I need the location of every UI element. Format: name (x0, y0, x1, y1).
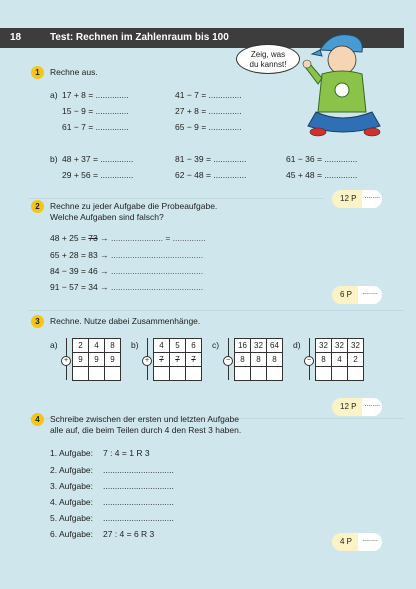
task2-points: 6 P (332, 286, 358, 304)
task1-label-a: a) (50, 90, 58, 100)
task4-row-2[interactable]: 2. Aufgabe: (50, 465, 94, 475)
task3-op-d: − (304, 356, 314, 366)
task-number-3: 3 (31, 315, 44, 328)
task2-instruction-1: Rechne zu jeder Aufgabe die Probeaufgabe. (50, 201, 218, 211)
task4-instruction-2: alle auf, die beim Teilen durch 4 den Rest 3 haben. (50, 425, 242, 435)
page-number: 18 (10, 32, 22, 43)
task3-label-a: a) (50, 340, 58, 350)
task1-a-r1-c2[interactable]: 41 − 7 = .............. (175, 90, 242, 100)
task1-points: 12 P (332, 190, 362, 208)
task3-grid-b: 4 5 6 7 7 7 (153, 338, 202, 381)
task-number-1: 1 (31, 66, 44, 79)
task4-row-4[interactable]: 4. Aufgabe: (50, 497, 94, 507)
task3-label-c: c) (212, 340, 220, 350)
task1-points-badge (332, 190, 382, 208)
task3-grid-c: 16 32 64 8 8 8 (234, 338, 283, 381)
task2-row-2[interactable]: 65 + 28 = 83 → ....................................... (50, 250, 204, 260)
task1-label-b: b) (50, 154, 58, 164)
task3-op-c: − (223, 356, 233, 366)
task1-a-r3-c1[interactable]: 61 − 7 = .............. (62, 122, 129, 132)
task4-row-3[interactable]: 3. Aufgabe: (50, 481, 94, 491)
task4-row-6[interactable]: 6. Aufgabe: (50, 529, 94, 539)
task1-b-r2-c3[interactable]: 45 + 48 = .............. (286, 170, 358, 180)
task1-a-r1-c1[interactable]: 17 + 8 = .............. (62, 90, 129, 100)
task4-row-3-value[interactable]: .............................. (103, 481, 174, 491)
task4-row-1-value[interactable]: 7 : 4 = 1 R 3 (103, 448, 150, 458)
divider (28, 310, 404, 311)
task1-b-r2-c2[interactable]: 62 − 48 = .............. (175, 170, 247, 180)
task4-points-badge (332, 533, 382, 551)
task4-row-1[interactable]: 1. Aufgabe: (50, 448, 94, 458)
task2-instruction-2: Welche Aufgaben sind falsch? (50, 212, 164, 222)
task1-instruction: Rechne aus. (50, 67, 98, 77)
task2-row-4[interactable]: 91 − 57 = 34 → ....................................... (50, 282, 204, 292)
task4-row-5-value[interactable]: .............................. (103, 513, 174, 523)
task4-points-blank[interactable]: ........ (358, 533, 382, 551)
task-number-4: 4 (31, 413, 44, 426)
task1-b-r1-c3[interactable]: 61 − 36 = .............. (286, 154, 358, 164)
task-number-2: 2 (31, 200, 44, 213)
task3-label-d: d) (293, 340, 301, 350)
task4-row-5[interactable]: 5. Aufgabe: (50, 513, 94, 523)
task4-row-6-value[interactable]: 27 : 4 = 6 R 3 (103, 529, 155, 539)
task4-points: 4 P (332, 533, 358, 551)
divider (28, 198, 324, 199)
task3-points-badge (332, 398, 382, 416)
task3-op-a: + (61, 356, 71, 366)
page-title: Test: Rechnen im Zahlenraum bis 100 (50, 32, 229, 43)
task2-row-1[interactable]: 48 + 25 = 73 → ...................... = .............. (50, 233, 206, 243)
task2-row-3[interactable]: 84 − 39 = 46 → ....................................... (50, 266, 204, 276)
task2-points-badge (332, 286, 382, 304)
task3-grid-d: 32 32 32 8 4 2 (315, 338, 364, 381)
task4-instruction-1: Schreibe zwischen der ersten und letzten Aufgabe (50, 414, 240, 424)
boy-illustration (292, 28, 412, 144)
task3-points: 12 P (332, 398, 362, 416)
task1-a-r2-c2[interactable]: 27 + 8 = .............. (175, 106, 242, 116)
task3-points-blank[interactable]: ........ (362, 398, 382, 416)
speech-bubble: Zeig, was du kannst! (236, 44, 300, 74)
task1-b-r1-c1[interactable]: 48 + 37 = .............. (62, 154, 134, 164)
task1-a-r2-c1[interactable]: 15 − 9 = .............. (62, 106, 129, 116)
task3-instruction: Rechne. Nutze dabei Zusammenhänge. (50, 316, 201, 326)
task1-a-r3-c2[interactable]: 65 − 9 = .............. (175, 122, 242, 132)
task3-grid-a: 2 4 8 9 9 9 (72, 338, 121, 381)
task3-op-b: + (142, 356, 152, 366)
task1-points-blank[interactable]: ........ (362, 190, 382, 208)
task4-row-4-value[interactable]: .............................. (103, 497, 174, 507)
task1-b-r1-c2[interactable]: 81 − 39 = .............. (175, 154, 247, 164)
task2-points-blank[interactable]: ........ (358, 286, 382, 304)
task1-b-r2-c1[interactable]: 29 + 56 = .............. (62, 170, 134, 180)
task4-row-2-value[interactable]: .............................. (103, 465, 174, 475)
task3-label-b: b) (131, 340, 139, 350)
